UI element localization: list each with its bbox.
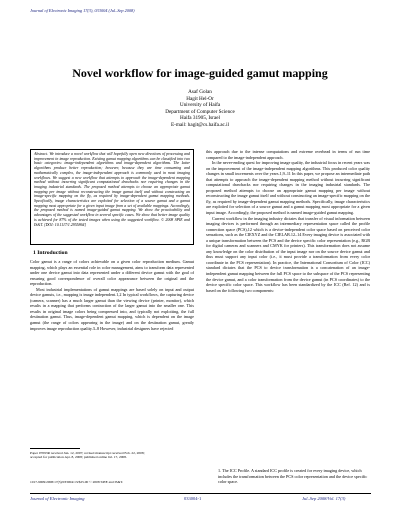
abstract-box [30, 149, 194, 245]
footer-journal: Journal of Electronic Imaging [30, 496, 85, 501]
left-column-body [30, 259, 194, 331]
author-email: E-mail: hagit@cs.haifa.ac.il [170, 121, 230, 128]
abstract-text: Abstract. We introduce a novel workflow that will hopefully open new directions of processing and improvement in image reproduction. Existing gamut mapping algorithms can be classified into two basic categories: image-independent algorithms and image-dependent algorithms. The latter algorithms produce better reproduction; however, because they are time consuming and mathematically complex, the image-independent approach is commonly used in most imaging workflows. We suggest a new workflow that attempts to approach the image-dependent mapping method without incurring significant computational drawbacks nor requiring changes in the imaging industrial standards. The proposed method attempts to choose an appropriate gamut mapping per image without reconstructing the image gamut itself and without constructing an image-specific mapping on the fly, as required by image-dependent gamut mapping methods. Specifically, image characteristics are exploited for selection of a source gamut and a gamut mapping most appropriate for a given input image from a set of available mappings. Accordingly, the proposed method is named image-guided gamut mapping. We show the practicability and advantages of the suggested workflow in several specific cases. We show that better image quality is achieved for 87% of the tested images when using the suggested workflow. © 2008 SPIE and IS&T. [DOI: 10.1117/1.2955864] [34, 152, 190, 227]
footnote-line: accepted for publication Apr. 8, 2008; published online Jul. 17, 2008. [30, 455, 127, 460]
journal-header: Journal of Electronic Imaging 17(3), 033004 (Jul–Sep 2008) [30, 8, 135, 13]
body-paragraph: In the never-ending quest for improving image quality, the industrial focus in recent years was on the improvement of the image-independent mapping algorithms. This produced color quality changes in small increments over the years.1,9–11 In this paper, we propose an intermediate path that attempts to approach the image-dependent mapping method without incurring significant computational drawbacks nor requiring changes in the imaging industrial standards. The proposed method attempts to choose an appropriate gamut mapping per image without reconstructing the image gamut itself and without constructing an image-specific mapping on the fly, as required by image-dependent gamut mapping methods. Specifically, image characteristics are exploited for selection of a source gamut and a gamut mapping most appropriate for a given input image. Accordingly, the proposed method is named image-guided gamut mapping. [206, 160, 370, 216]
affiliation-line: University of Haifa [179, 102, 221, 109]
footer-date: Jul–Sep 2008/Vol. 17(3) [302, 496, 346, 501]
footnote-rule [30, 448, 80, 449]
footer-page-id: 033004-1 [184, 496, 202, 501]
paper-title: Novel workflow for image-guided gamut mapping [72, 66, 328, 80]
body-paragraph: Current workflow in the imaging industry dictates that transfer of visual information between imaging devices is performed through an intermediary representation space called the profile connection space (PCS),12 which is a device-independent color space based on perceived color sensations, such as the CIEXYZ and the CIELAB.12–14 Every imaging device is associated with a unique transformation between the PCS and the device specific color representation (e.g., RGB for digital cameras and scanners and CMYK for printers). This transformation does not assume any knowledge on the color distribution of the input image nor on the source device gamut and thus must support any input color (i.e., it must provide a transformation from every color coordinate in the PCS representation). In practice, the International Consortium of Color (ICC) standard dictates that the PCS to device transformation is a concatenation of an image-independent gamut mapping between the full PCS space to the subspace of the PCS representing the device gamut, and a color transformation from the device gamut (in PCS coordinates) to the device specific color space. This workflow has been standardized by the ICC (Ref. 12) and is based on the following two components: [206, 215, 370, 293]
author-name: Hagit Hel-Or [186, 95, 214, 102]
footnote [30, 451, 194, 460]
footer-rule [30, 493, 371, 494]
issn-line: 1017-9909/2008/17(3)/033004/13/$25.00 © 2008 SPIE and IS&T. [30, 480, 124, 484]
affiliation-line: Department of Computer Science [165, 108, 235, 115]
body-paragraph: this approach due to the intense computations and extreme overhead in terms of run time compared to the image-independent approach. [206, 149, 370, 160]
right-column-body [206, 149, 370, 293]
author-block [0, 89, 400, 129]
list-item: 1. The ICC Profile. A standard ICC profile is created for every imaging device, which includes the transformation between the PCS color representation and the device specific color space. [218, 468, 368, 485]
section-heading: 1 Introduction [33, 250, 68, 256]
body-paragraph: Color gamut is a range of colors achievable on a given color reproduction medium. Gamut mapping, which plays an essential role in color management, aims to transform data represented under one device gamut into data represented under a different device gamut with the goal of ensuring good correspondence of overall color appearance between the original and the reproduction. [30, 259, 194, 287]
body-paragraph: Most industrial implementations of gamut mappings are based solely on input and output device gamuts, i.e., mapping is image independent.1,2 In typical workflows, the capturing device (camera, scanner) has a much larger gamut than the viewing device (printer, monitor), which results in a mapping that performs contraction of the larger gamut into the smaller one. This results in original image colors being compressed into, and typically not exploiting, the full destination gamut. Thus, image-dependent gamut mapping, which is dependent on the image gamut (the range of colors appearing in the image) and on the destination gamut, greatly improves image reproduction quality.3–8 However, industrial designers have rejected [30, 286, 194, 331]
footnote-line: Paper 07093R received Jun. 12, 2007; revised manuscript received Feb. 22, 2008; [30, 451, 145, 455]
affiliation-line: Haifa 31905, Israel [180, 115, 220, 122]
author-name: Asaf Golan [188, 89, 212, 95]
